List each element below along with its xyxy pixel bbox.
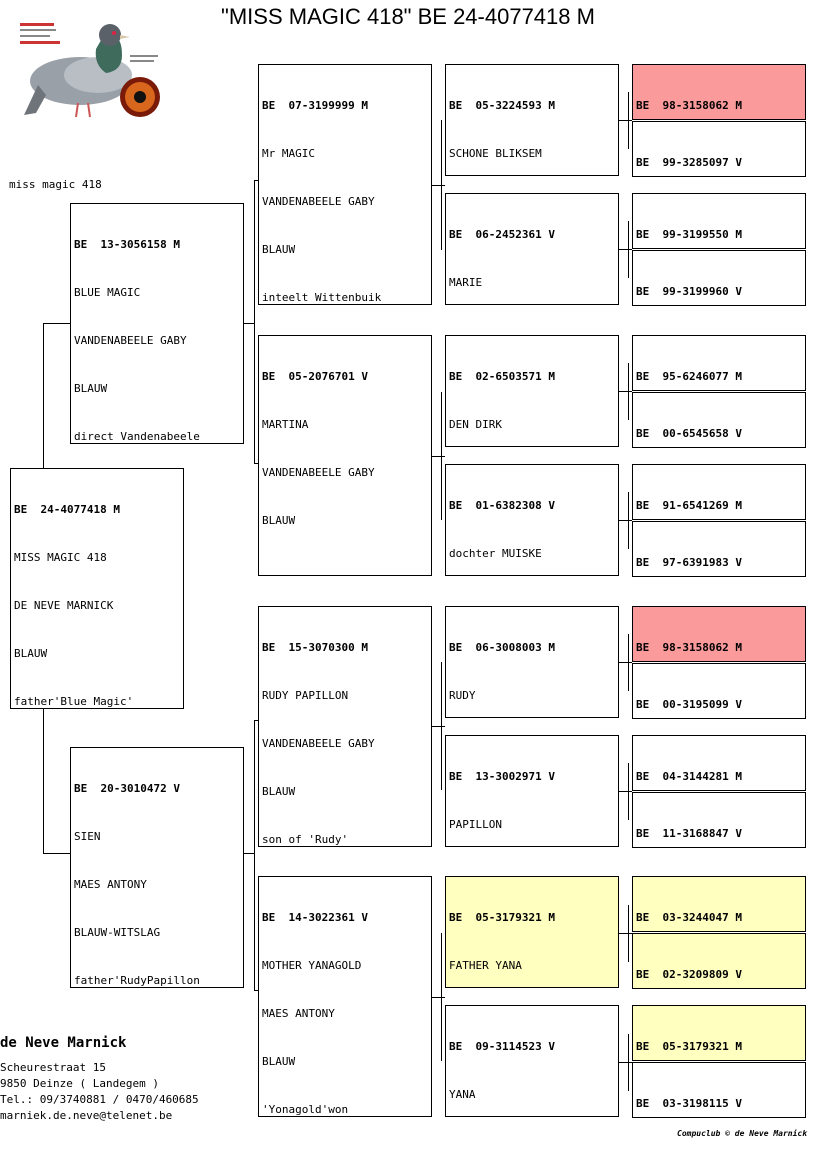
ring-number: BE 24-4077418 M [14,503,120,516]
pigeon-card-g15 [632,1005,806,1061]
pigeon-card-ddd [445,1005,619,1117]
ring-number: BE 13-3056158 M [74,238,180,251]
connector-line [43,323,44,468]
card-line: dochter MUISKE [449,547,542,560]
card-line: SIEN [74,830,101,843]
ring-number: BE 06-2452361 V [449,228,555,241]
pigeon-card-sdd [445,464,619,576]
connector-line [432,726,445,727]
ring-number: BE 05-2076701 V [262,370,368,383]
ring-number: BE 07-3199999 M [262,99,368,112]
pigeon-card-g5 [632,335,806,391]
pigeon-card-sss [445,64,619,176]
connector-line [432,456,445,457]
card-line: son of 'Rudy' [262,833,349,846]
connector-line [619,933,632,934]
pigeon-logo [18,15,168,127]
connector-line [254,180,255,463]
pigeon-card-ds [258,606,432,847]
card-line: Mr MAGIC [262,147,315,160]
ring-number: BE 95-6246077 M [636,370,742,383]
pigeon-card-g2 [632,121,806,177]
ring-number: BE 02-6503571 M [449,370,555,383]
subtitle: miss magic 418 [9,178,102,191]
pigeon-card-g3 [632,193,806,249]
card-line: BLAUW [74,382,108,395]
pigeon-card-g7 [632,464,806,520]
card-line: father'Blue Magic' [14,695,134,708]
card-line: BLAUW [262,243,296,256]
card-line: BLAUW [262,1055,296,1068]
card-line: VANDENABEELE GABY [262,466,375,479]
connector-line [244,853,254,854]
connector-line [619,120,632,121]
pigeon-card-dam [70,747,244,988]
pigeon-card-g4 [632,250,806,306]
connector-line [432,185,445,186]
card-line: VANDENABEELE GABY [262,737,375,750]
card-line: MOTHER YANAGOLD [262,959,362,972]
card-line: BLAUW [262,514,296,527]
card-line: father'RudyPapillon [74,974,200,987]
connector-line [43,708,44,853]
connector-line [619,791,632,792]
pigeon-illustration [24,24,132,117]
ring-number: BE 99-3199960 V [636,285,742,298]
ring-number: BE 01-6382308 V [449,499,555,512]
pigeon-card-g12 [632,792,806,848]
connector-line [244,323,254,324]
connector-line [619,662,632,663]
card-line: MARTINA [262,418,309,431]
connector-line [254,720,255,990]
pigeon-card-sds [445,335,619,447]
page-title: "MISS MAGIC 418" BE 24-4077418 M [221,4,595,29]
card-line: inteelt Wittenbuik [262,291,382,304]
pigeon-card-dss [445,606,619,718]
card-line: BLUE MAGIC [74,286,141,299]
card-line: BLAUW [14,647,48,660]
breeder-name: de Neve Marnick [0,1035,127,1051]
card-line: FATHER YANA [449,959,522,972]
pigeon-card-dds [445,876,619,988]
card-line: RUDY [449,689,476,702]
connector-line [619,520,632,521]
ring-number: BE 05-3224593 M [449,99,555,112]
card-line: VANDENABEELE GABY [74,334,187,347]
footer-credit: Compuclub © de Neve Marnick [677,1129,808,1138]
ring-number: BE 00-6545658 V [636,427,742,440]
card-line: MAES ANTONY [262,1007,335,1020]
ring-number: BE 97-6391983 V [636,556,742,569]
breeder-street: Scheurestraat 15 [0,1061,106,1074]
pigeon-card-g16 [632,1062,806,1118]
ring-number: BE 98-3158062 M [636,99,742,112]
connector-line [432,997,445,998]
ring-number: BE 99-3285097 V [636,156,742,169]
connector-line [43,323,70,324]
ring-number: BE 05-3179321 M [449,911,555,924]
pigeon-card-sire [70,203,244,444]
pigeon-card-dsd [445,735,619,847]
card-line: RUDY PAPILLON [262,689,349,702]
ring-number: BE 00-3195099 V [636,698,742,711]
connector-line [619,249,632,250]
pigeon-card-g1 [632,64,806,120]
pigeon-card-g14 [632,933,806,989]
card-line: YANA [449,1088,476,1101]
pigeon-card-ss [258,64,432,305]
pigeon-card-g8 [632,521,806,577]
card-line: SCHONE BLIKSEM [449,147,542,160]
ring-number: BE 91-6541269 M [636,499,742,512]
pigeon-card-sd [258,335,432,576]
card-line: DEN DIRK [449,418,502,431]
ring-number: BE 20-3010472 V [74,782,180,795]
connector-line [43,853,70,854]
ring-number: BE 99-3199550 M [636,228,742,241]
ring-number: BE 04-3144281 M [636,770,742,783]
card-line: MARIE [449,276,483,289]
breeder-email[interactable]: marniek.de.neve@telenet.be [0,1109,173,1122]
ring-number: BE 14-3022361 V [262,911,368,924]
ring-number: BE 13-3002971 V [449,770,555,783]
ring-number: BE 15-3070300 M [262,641,368,654]
card-line: PAPILLON [449,818,502,831]
pigeon-card-g10 [632,663,806,719]
card-line: direct Vandenabeele [74,430,200,443]
connector-line [619,1062,632,1063]
ring-number: BE 09-3114523 V [449,1040,555,1053]
pigeon-card-g11 [632,735,806,791]
ring-number: BE 05-3179321 M [636,1040,742,1053]
pigeon-card-dd [258,876,432,1117]
pigeon-card-ssd [445,193,619,305]
card-line: BLAUW-WITSLAG [74,926,161,939]
pigeon-card-g13 [632,876,806,932]
card-line: BLAUW [262,785,296,798]
card-line: MISS MAGIC 418 [14,551,107,564]
breeder-city: 9850 Deinze ( Landegem ) [0,1077,159,1090]
breeder-phone: Tel.: 09/3740881 / 0470/460685 [0,1093,199,1106]
card-line: DE NEVE MARNICK [14,599,114,612]
connector-line [619,391,632,392]
pigeon-card-g6 [632,392,806,448]
ring-number: BE 03-3244047 M [636,911,742,924]
card-line: MAES ANTONY [74,878,147,891]
pigeon-card-g9 [632,606,806,662]
ring-number: BE 98-3158062 M [636,641,742,654]
pigeon-card-subject [10,468,184,709]
ring-number: BE 06-3008003 M [449,641,555,654]
ring-number: BE 02-3209809 V [636,968,742,981]
eye-illustration [120,77,160,117]
card-line: VANDENABEELE GABY [262,195,375,208]
card-line: 'Yonagold'won [262,1103,349,1116]
ring-number: BE 11-3168847 V [636,827,742,840]
ring-number: BE 03-3198115 V [636,1097,742,1110]
